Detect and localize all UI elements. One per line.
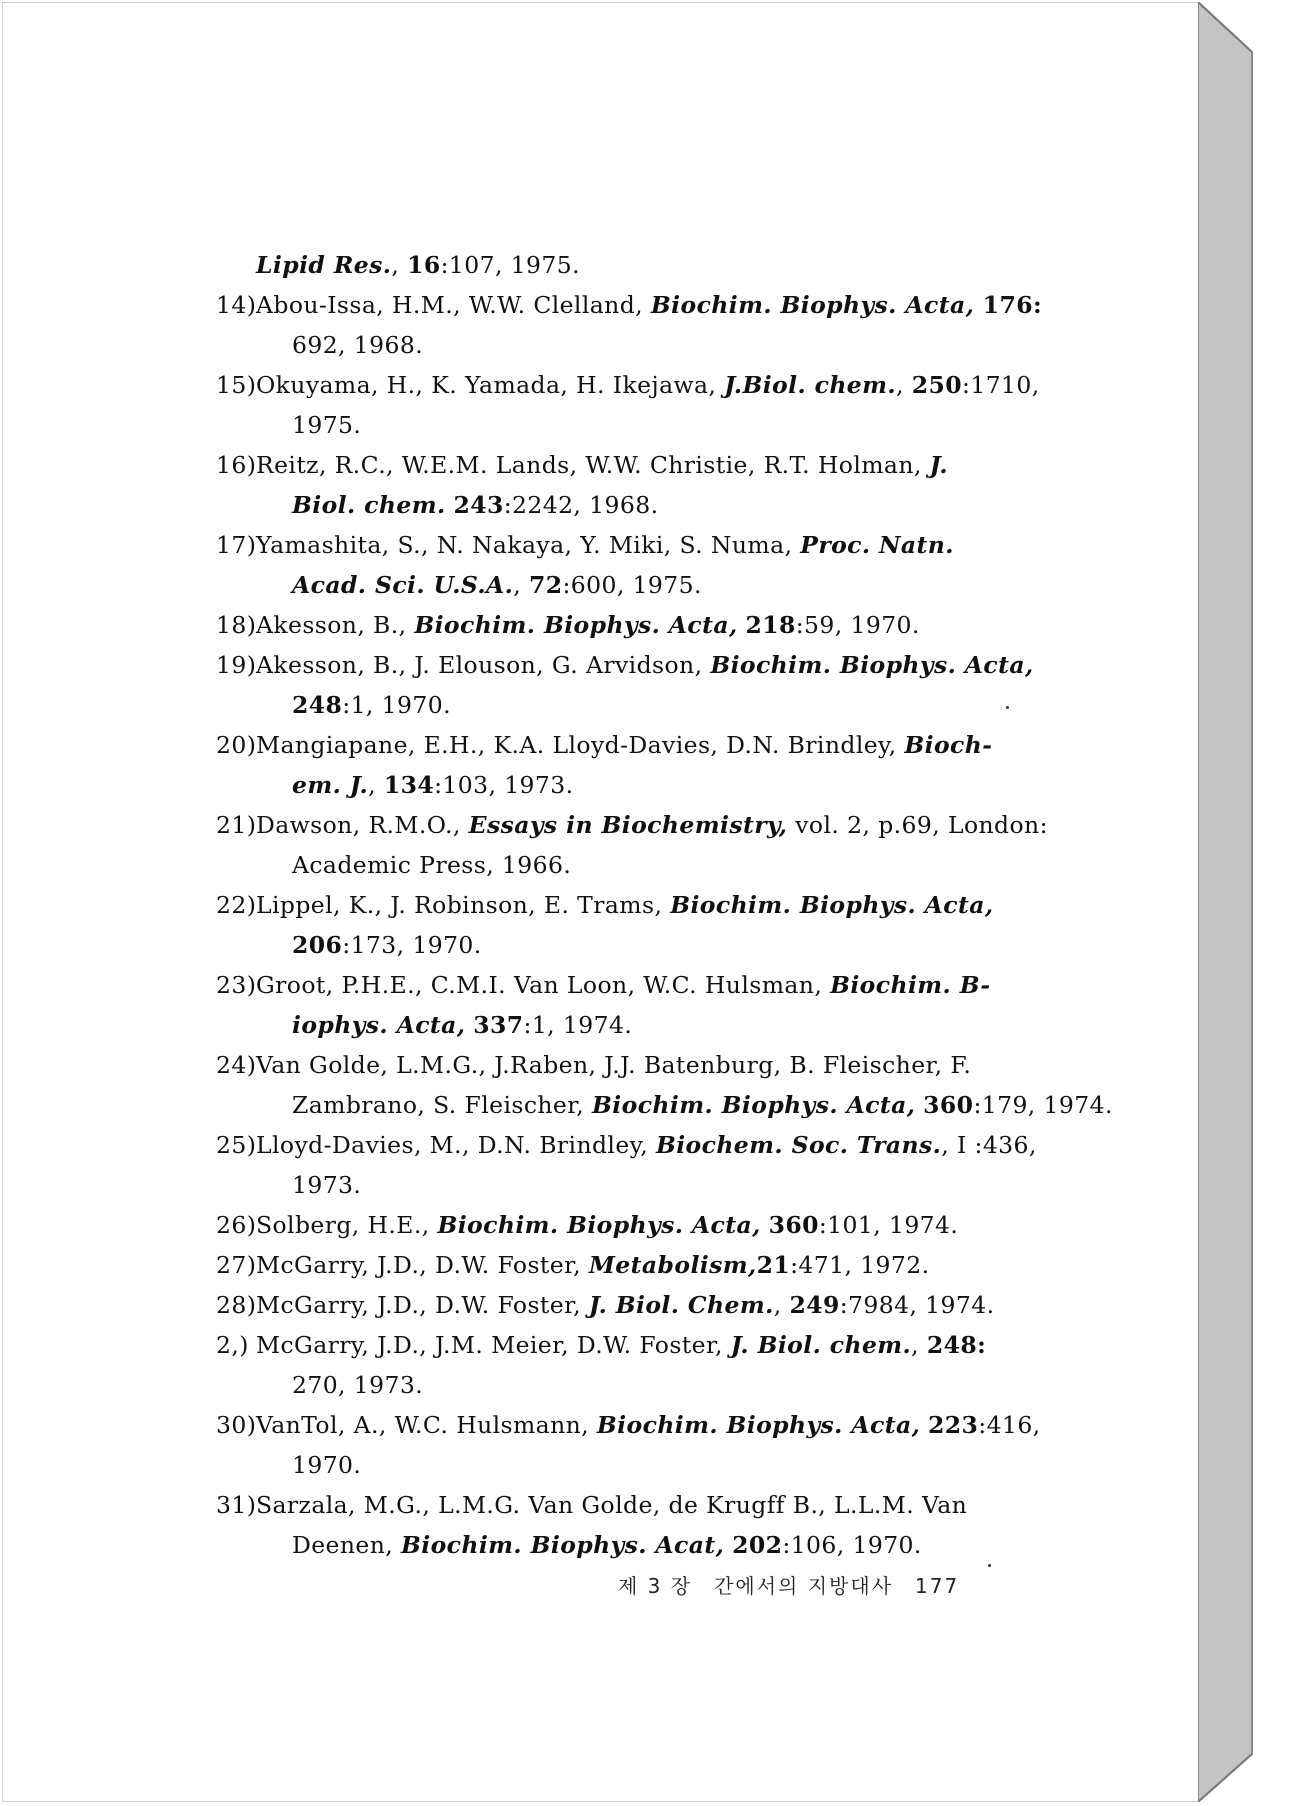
citation-text: McGarry, J.D., J.M. Meier, D.W. Foster, (256, 1331, 731, 1359)
reference-line (256, 445, 1006, 485)
volume-number: 206 (292, 931, 343, 959)
citation-text: :1, 1974. (523, 1011, 633, 1039)
reference-line (256, 1405, 1041, 1445)
citation-text: Akesson, B., (256, 611, 415, 639)
citation-text: Academic Press, 1966. (292, 851, 572, 879)
page-side-face (1198, 2, 1252, 1802)
volume-number: 223 (928, 1411, 979, 1439)
volume-number: 360 (923, 1091, 974, 1119)
reference-number: 22) (216, 891, 257, 919)
reference-line (256, 965, 1006, 1005)
journal-title: iophys. Acta, (292, 1011, 466, 1039)
reference-line (256, 1525, 1006, 1565)
reference-line (256, 525, 1006, 565)
reference-line (256, 1205, 1006, 1245)
citation-text: :1, 1970. (342, 691, 451, 719)
reference-item (216, 645, 1034, 725)
volume-number: 21 (756, 1251, 791, 1279)
reference-number: 23) (216, 971, 257, 999)
reference-number: 14) (216, 291, 257, 319)
reference-line (256, 1485, 1006, 1525)
citation-text: :600, 1975. (562, 571, 702, 599)
reference-number: 24) (216, 1051, 257, 1079)
page-footer (618, 1570, 959, 1599)
reference-item (216, 1245, 1006, 1285)
reference-item (216, 365, 1040, 445)
journal-title: Biochim. Biophys. Acta, (414, 611, 738, 639)
reference-number: 19) (216, 651, 257, 679)
reference-line (256, 405, 1006, 445)
reference-line (256, 485, 1006, 525)
reference-number: 15) (216, 371, 257, 399)
reference-line (256, 1165, 1006, 1205)
journal-title: J. Biol. Chem. (588, 1291, 774, 1319)
citation-text: VanTol, A., W.C. Hulsmann, (256, 1411, 597, 1439)
journal-title: Lipid Res. (256, 251, 392, 279)
journal-title: Bioch- (904, 731, 993, 759)
citation-text: Yamashita, S., N. Nakaya, Y. Miki, S. Numa, (256, 531, 801, 559)
citation-text: McGarry, J.D., D.W. Foster, (256, 1291, 589, 1319)
citation-text: Groot, P.H.E., C.M.I. Van Loon, W.C. Hulsman, (256, 971, 831, 999)
citation-text: :59, 1970. (795, 611, 920, 639)
reference-number: 26) (216, 1211, 257, 1239)
reference-number: 16) (216, 451, 257, 479)
citation-text: :2242, 1968. (503, 491, 659, 519)
reference-line (256, 1285, 1006, 1325)
citation-text: 1975. (292, 411, 362, 439)
reference-line (256, 1005, 1006, 1045)
citation-text: Reitz, R.C., W.E.M. Lands, W.W. Christie, R.T. Holman, (256, 451, 930, 479)
reference-item (216, 1045, 1113, 1125)
journal-title: Essays in Biochemistry, (468, 811, 788, 839)
citation-text: 270, 1973. (292, 1371, 424, 1399)
citation-text: Dawson, R.M.O., (256, 811, 469, 839)
reference-item (216, 805, 1048, 885)
reference-list (216, 245, 1113, 1565)
citation-text: :103, 1973. (434, 771, 574, 799)
reference-line (256, 565, 1006, 605)
reference-item (216, 1485, 1006, 1565)
reference-line (256, 925, 1006, 965)
journal-title: J.Biol. chem. (724, 371, 897, 399)
reference-line (256, 325, 1006, 365)
citation-text: :173, 1970. (342, 931, 482, 959)
citation-text: Lippel, K., J. Robinson, E. Trams, (256, 891, 671, 919)
reference-line (256, 1045, 1006, 1085)
reference-number: 31) (216, 1491, 257, 1519)
reference-item (216, 1405, 1041, 1485)
reference-item (216, 445, 1006, 525)
citation-text: :101, 1974. (818, 1211, 959, 1239)
reference-line (256, 605, 1006, 645)
reference-item (216, 965, 1006, 1045)
volume-number: 337 (473, 1011, 524, 1039)
citation-text: , I :436, (941, 1131, 1037, 1159)
citation-text (920, 1411, 928, 1439)
volume-number: 249 (789, 1291, 840, 1319)
volume-number: 360 (768, 1211, 819, 1239)
reference-line (256, 1445, 1006, 1485)
reference-line (256, 1245, 1006, 1285)
reference-line (256, 805, 1048, 845)
journal-title: Biochim. B- (830, 971, 991, 999)
volume-number: 176: (974, 291, 1043, 319)
reference-item (216, 725, 1006, 805)
citation-text: McGarry, J.D., D.W. Foster, (256, 1251, 589, 1279)
reference-item (216, 885, 1006, 965)
reference-continuation (216, 245, 1006, 285)
reference-number: 21) (216, 811, 257, 839)
reference-line (256, 685, 1006, 725)
reference-number: 17) (216, 531, 257, 559)
footer-chapter-title: 간에서의 지방대사 (714, 1574, 894, 1598)
citation-text: Okuyama, H., K. Yamada, H. Ikejawa, (256, 371, 725, 399)
reference-number: 18) (216, 611, 257, 639)
citation-text: :107, 1975. (440, 251, 580, 279)
reference-number: 30) (216, 1411, 257, 1439)
reference-item (216, 605, 1006, 645)
citation-text: Zambrano, S. Fleischer, (292, 1091, 593, 1119)
journal-title: J. Biol. chem. (730, 1331, 912, 1359)
citation-text: , (896, 371, 912, 399)
citation-text: , (391, 251, 408, 279)
journal-title: Acad. Sci. U.S.A. (292, 571, 514, 599)
page-edge-3d (1198, 2, 1296, 1802)
citation-text: Lloyd-Davies, M., D.N. Brindley, (256, 1131, 656, 1159)
journal-title: Proc. Natn. (800, 531, 954, 559)
reference-line (256, 845, 1006, 885)
citation-text: , (368, 771, 384, 799)
reference-line (256, 885, 1006, 925)
reference-item (216, 525, 1006, 605)
scan-speck (988, 1564, 991, 1567)
citation-text: Akesson, B., J. Elouson, G. Arvidson, (256, 651, 711, 679)
journal-title: J. (929, 451, 948, 479)
journal-title: Biochim. Biophys. Acta, (670, 891, 994, 919)
reference-line (256, 1085, 1113, 1125)
citation-text: :416, (978, 1411, 1041, 1439)
reference-item (216, 1205, 1006, 1245)
journal-title: Biochim. Biophys. Acta, (710, 651, 1034, 679)
journal-title: Biochim. Biophys. Acta, (437, 1211, 761, 1239)
reference-number: 25) (216, 1131, 257, 1159)
volume-number: 248 (292, 691, 343, 719)
footer-chapter: 제 3 장 (618, 1574, 693, 1598)
citation-text: vol. 2, p.69, London: (787, 811, 1048, 839)
citation-text: , (911, 1331, 927, 1359)
reference-line (256, 1365, 1006, 1405)
reference-item (216, 1125, 1037, 1205)
journal-title: Biochim. Biophys. Acta, (592, 1091, 916, 1119)
volume-number: 250 (911, 371, 963, 399)
citation-text: 1970. (292, 1451, 362, 1479)
reference-line (256, 365, 1040, 405)
volume-number: 134 (383, 771, 435, 799)
reference-line (256, 285, 1043, 325)
journal-title: em. J. (292, 771, 369, 799)
page-number: 177 (915, 1574, 960, 1598)
citation-text: 1973. (292, 1171, 362, 1199)
reference-line (256, 1125, 1037, 1165)
citation-text: , (513, 571, 529, 599)
journal-title: Biochim. Biophys. Acta, (650, 291, 975, 319)
citation-text: Solberg, H.E., (256, 1211, 438, 1239)
citation-text: , (773, 1291, 790, 1319)
citation-text: :179, 1974. (973, 1091, 1113, 1119)
journal-title: Biochim. Biophys. Acta, (596, 1411, 921, 1439)
citation-text: Abou-Issa, H.M., W.W. Clelland, (256, 291, 651, 319)
reference-line (256, 645, 1034, 685)
reference-line (256, 725, 1006, 765)
citation-text (724, 1531, 732, 1559)
volume-number: 202 (732, 1531, 783, 1559)
volume-number: 72 (528, 571, 563, 599)
journal-title: Biol. chem. (292, 491, 446, 519)
reference-number: 28) (216, 1291, 257, 1319)
volume-number: 16 (407, 251, 441, 279)
reference-line (256, 765, 1006, 805)
citation-text: Van Golde, L.M.G., J.Raben, J.J. Batenburg, B. Fleischer, F. (256, 1051, 972, 1079)
reference-number: 20) (216, 731, 257, 759)
volume-number: 248: (926, 1331, 987, 1359)
citation-text: :106, 1970. (782, 1531, 922, 1559)
journal-title: Biochem. Soc. Trans. (655, 1131, 942, 1159)
citation-text (915, 1091, 923, 1119)
citation-text: Mangiapane, E.H., K.A. Lloyd-Davies, D.N. Brindley, (256, 731, 905, 759)
citation-text: Deenen, (292, 1531, 401, 1559)
volume-number: 243 (453, 491, 504, 519)
reference-item (216, 285, 1043, 365)
reference-number: 27) (216, 1251, 257, 1279)
reference-number: 2,) (216, 1331, 249, 1359)
citation-text: :7984, 1974. (839, 1291, 995, 1319)
citation-text (761, 1211, 769, 1239)
reference-item (216, 1325, 1006, 1405)
citation-text: 692, 1968. (292, 331, 424, 359)
citation-text: :471, 1972. (790, 1251, 930, 1279)
journal-title: Metabolism, (588, 1251, 757, 1279)
volume-number: 218 (745, 611, 796, 639)
reference-line (256, 1325, 1006, 1365)
journal-title: Biochim. Biophys. Acat, (400, 1531, 725, 1559)
scan-speck (1006, 706, 1009, 709)
reference-item (216, 1285, 1006, 1325)
citation-text: :1710, (962, 371, 1040, 399)
citation-text: Sarzala, M.G., L.M.G. Van Golde, de Krugff B., L.L.M. Van (256, 1491, 968, 1519)
reference-line (256, 251, 580, 279)
